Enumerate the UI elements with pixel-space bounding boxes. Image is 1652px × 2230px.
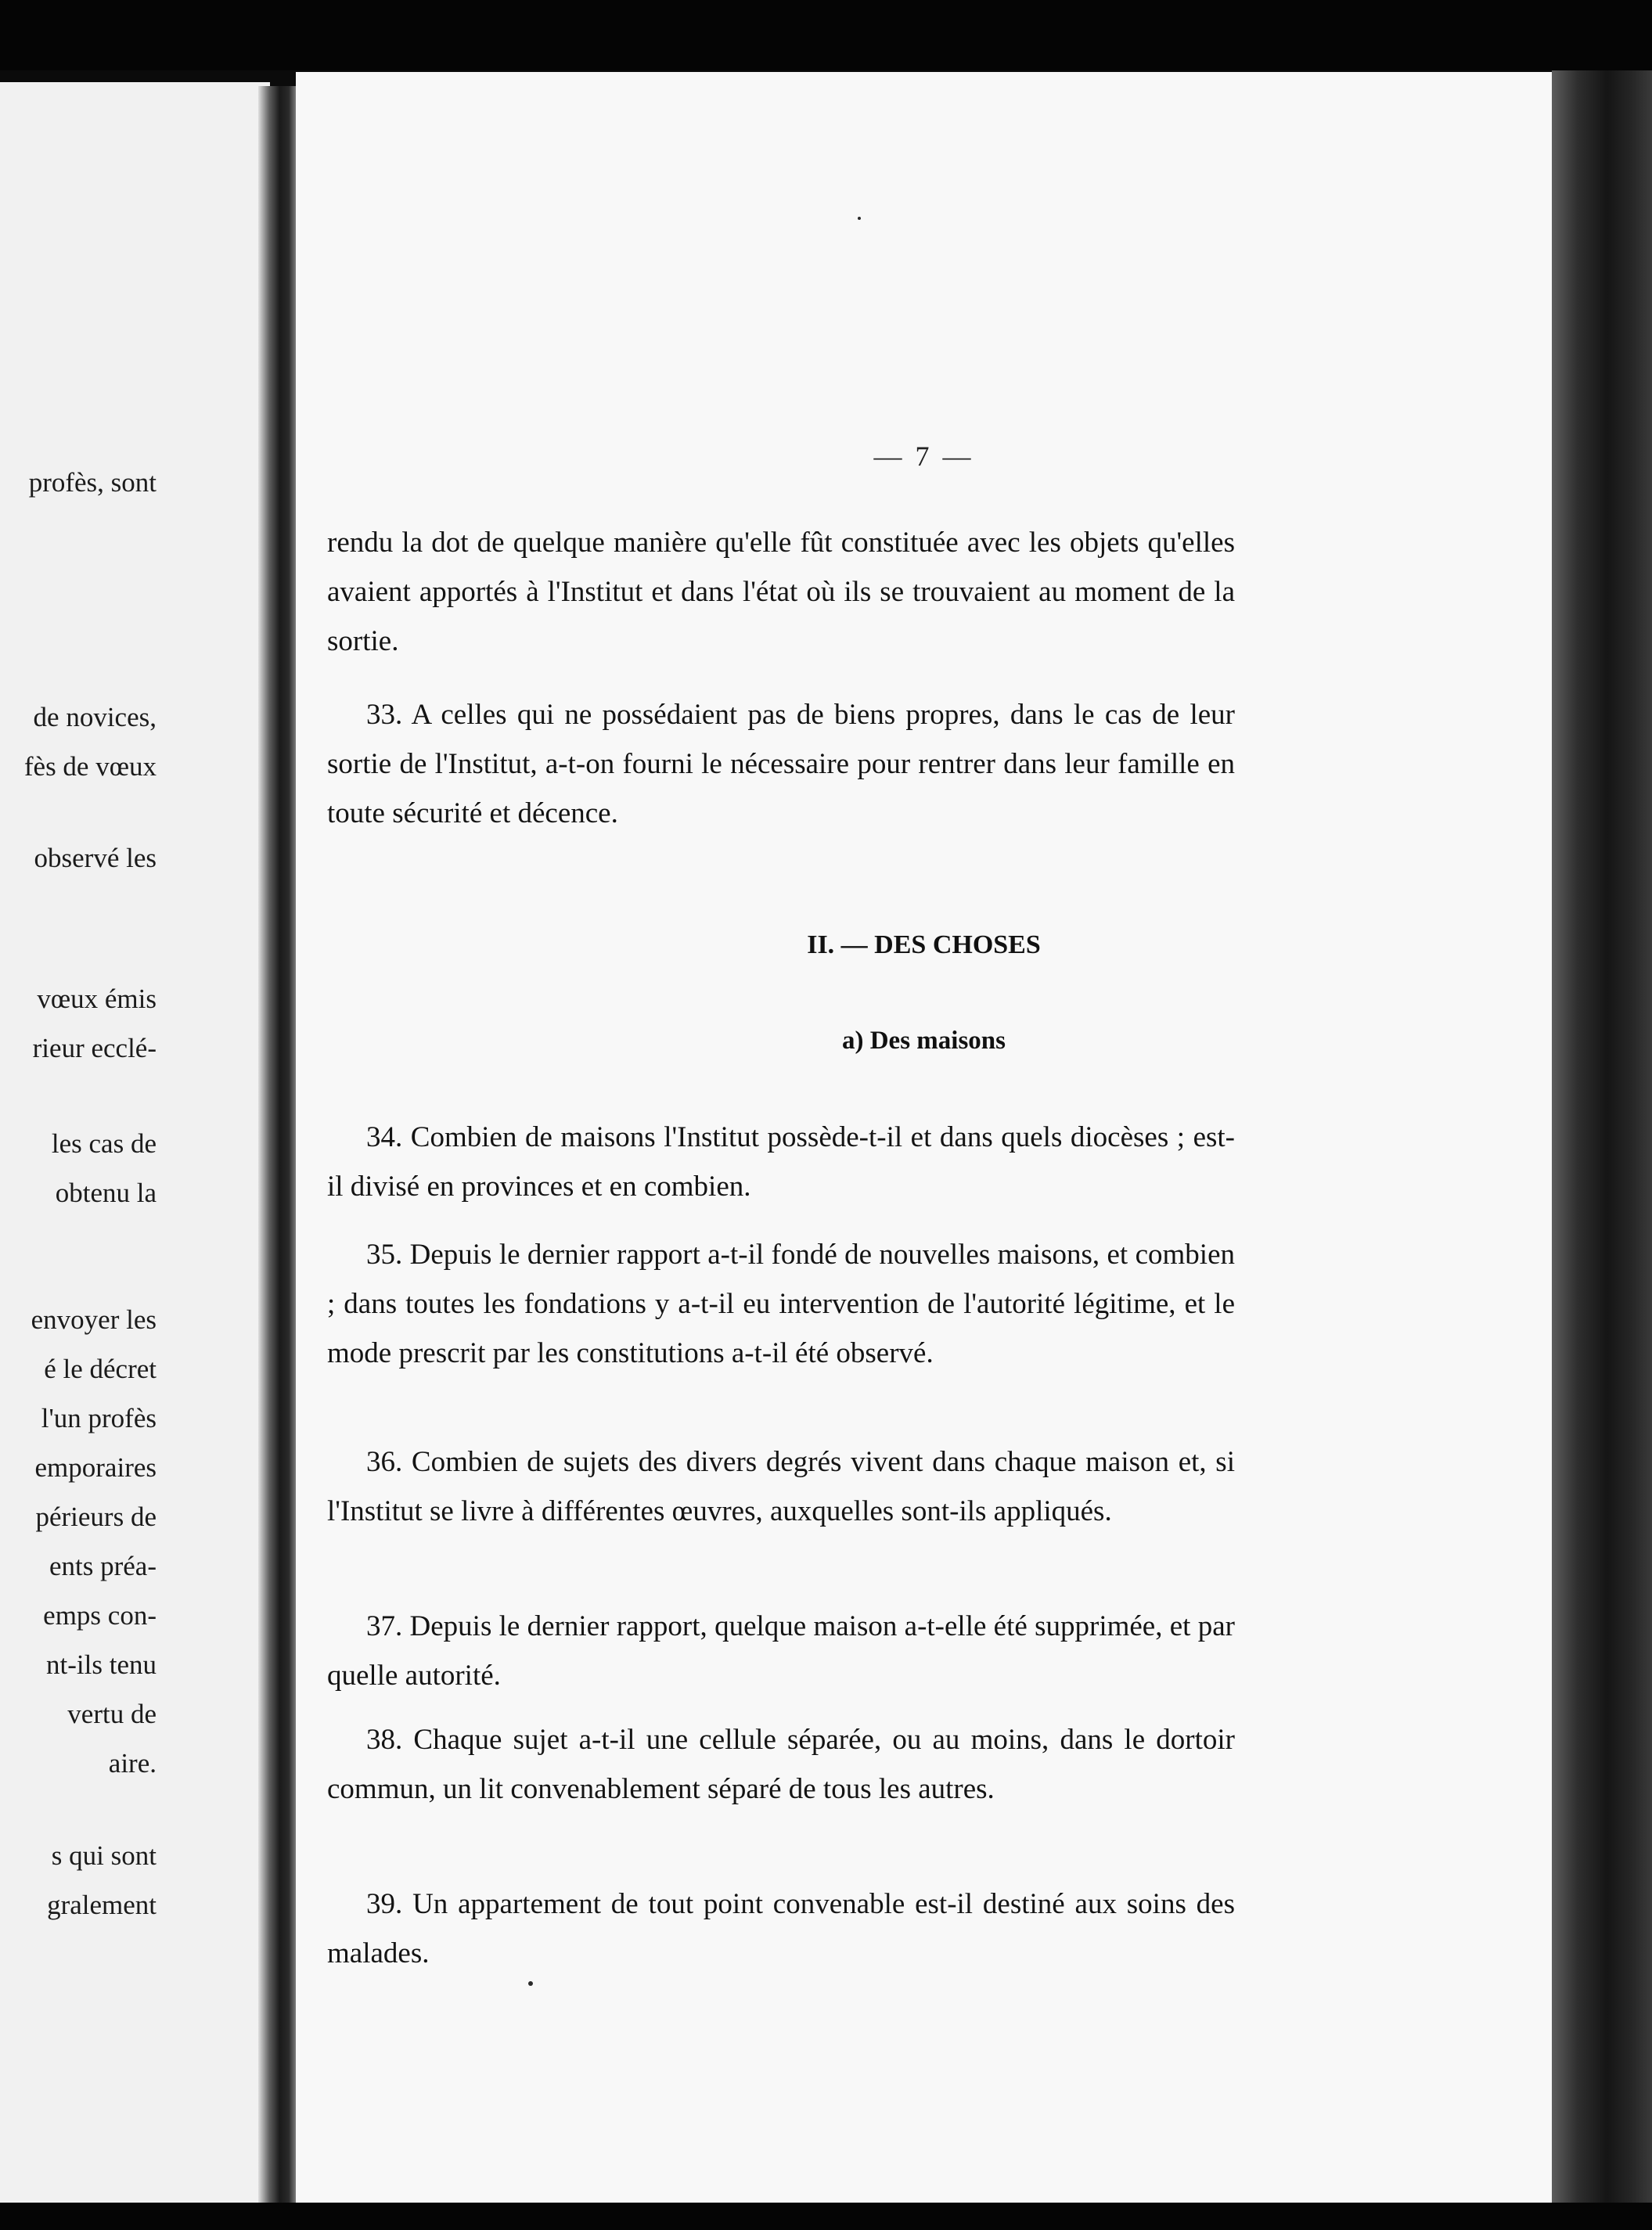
left-fragment: emps con-	[43, 1600, 157, 1631]
left-fragment: vœux émis	[37, 984, 157, 1014]
subsection-heading: a) Des maisons	[841, 1027, 1006, 1055]
left-fragment: gralement	[47, 1890, 157, 1920]
left-fragment: s qui sont	[51, 1840, 157, 1871]
left-fragment: observé les	[34, 843, 157, 873]
left-fragment: vertu de	[67, 1699, 157, 1729]
section-heading: II. — DES CHOSES	[807, 930, 1041, 959]
paragraph: 37. Depuis le dernier rapport, quelque maison a-t-elle été supprimée, et par quelle autorité.	[327, 1610, 1235, 1692]
right-page	[296, 72, 1552, 2204]
left-fragment: emporaires	[34, 1452, 157, 1483]
left-fragment: de novices,	[33, 702, 157, 732]
book-gutter	[258, 86, 297, 2203]
left-fragment: profès, sont	[28, 467, 157, 498]
scan-top-border	[0, 0, 1652, 70]
left-page	[0, 82, 270, 2207]
left-fragment: fès de vœux	[23, 751, 157, 782]
left-fragment: nt-ils tenu	[46, 1649, 157, 1680]
paragraph: 34. Combien de maisons l'Institut possède-t-il et dans quels diocèses ; est-il divisé en provinces et en combien.	[327, 1121, 1235, 1203]
left-fragment: périeurs de	[35, 1502, 157, 1532]
left-fragment: l'un profès	[41, 1403, 157, 1433]
paragraph: 39. Un appartement de tout point convenable est-il destiné aux soins des malades.	[327, 1888, 1235, 1969]
paragraph: 33. A celles qui ne possédaient pas de biens propres, dans le cas de leur sortie de l'Institut, a-t-on fourni le nécessaire pour rentrer dans leur famille en toute sécurité et décence.	[327, 699, 1235, 829]
paragraph: 38. Chaque sujet a-t-il une cellule séparée, ou au moins, dans le dortoir commun, un lit convenablement séparé de tous les autres.	[327, 1724, 1235, 1805]
ink-speck	[858, 217, 861, 220]
left-fragment: é le décret	[44, 1354, 157, 1384]
paragraph: 36. Combien de sujets des divers degrés vivent dans chaque maison et, si l'Institut se livre à différentes œuvres, auxquelles sont-ils appliqués.	[327, 1446, 1235, 1527]
paragraph: rendu la dot de quelque manière qu'elle fût constituée avec les objets qu'elles avaient apportés à l'Institut et dans l'état où ils se trouvaient au moment de la sortie.	[327, 527, 1235, 657]
paragraph: 35. Depuis le dernier rapport a-t-il fondé de nouvelles maisons, et combien ; dans toutes les fondations y a-t-il eu intervention de l'autorité légitime, et le mode prescrit par les constitutions a-t-il été observé.	[327, 1239, 1235, 1369]
scan-bottom-border	[0, 2203, 1652, 2230]
page-edge-shadow	[1552, 70, 1652, 2203]
left-fragment: obtenu la	[55, 1178, 157, 1208]
left-fragment: rieur ecclé-	[32, 1033, 157, 1063]
page-number: — 7 —	[873, 441, 974, 472]
left-fragment: envoyer les	[31, 1304, 157, 1335]
left-fragment: ents préa-	[49, 1551, 157, 1581]
left-fragment: aire.	[108, 1748, 157, 1779]
left-fragment: les cas de	[51, 1128, 157, 1159]
ink-speck	[528, 1981, 533, 1986]
